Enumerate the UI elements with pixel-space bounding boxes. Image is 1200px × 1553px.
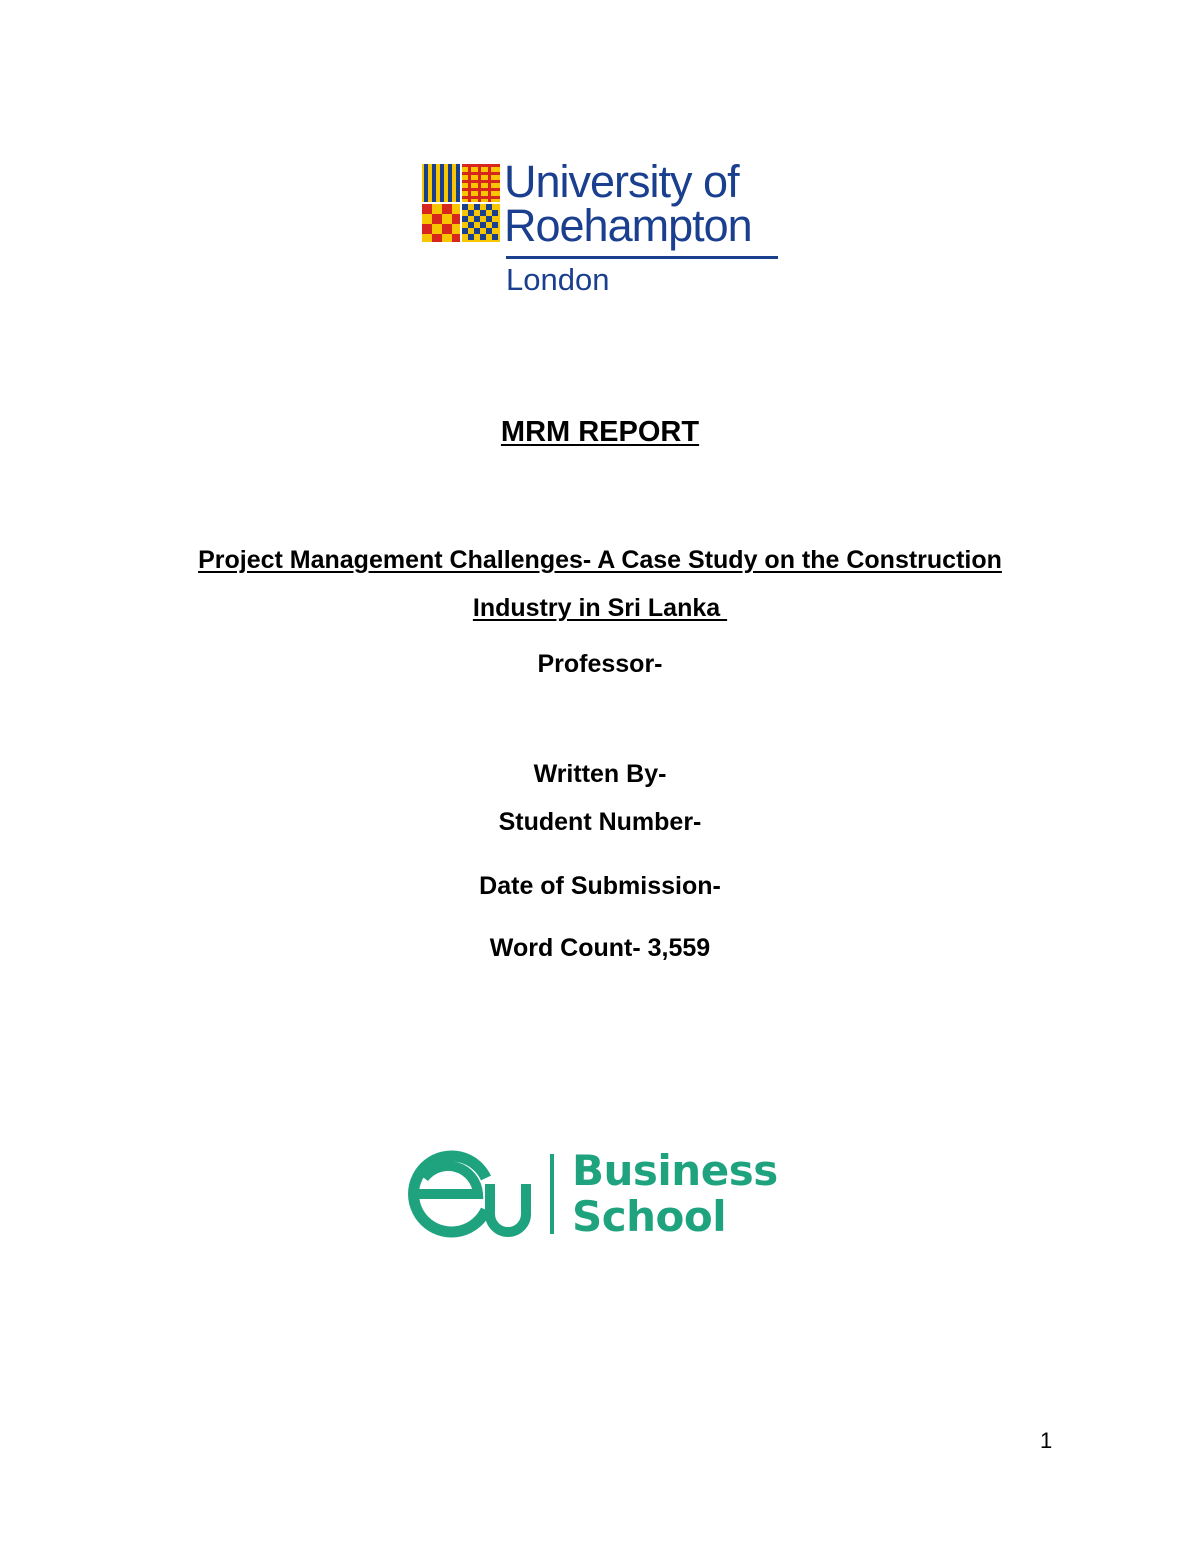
eu-logo-divider <box>550 1154 554 1234</box>
student-number-field: Student Number- <box>498 808 702 836</box>
eu-wordmark <box>572 1148 778 1240</box>
professor-field: Professor- <box>537 650 663 678</box>
university-of-roehampton-logo <box>422 156 782 300</box>
written-by-field: Written By- <box>533 760 667 788</box>
project-title <box>0 536 1200 632</box>
word-count-field: Word Count- 3,559 <box>489 934 711 962</box>
roehampton-wordmark-line2: Roehampton <box>504 200 752 251</box>
project-title-line2: Industry in Sri Lanka <box>472 594 728 622</box>
report-label: MRM REPORT <box>500 416 700 448</box>
roehampton-wordmark <box>504 156 752 251</box>
eu-business-school-logo <box>402 1148 802 1244</box>
eu-mark-icon <box>402 1148 536 1244</box>
project-title-line1: Project Management Challenges- A Case Study on the Construction <box>198 546 1002 574</box>
eu-wordmark-line2: School <box>572 1192 727 1241</box>
roehampton-rule <box>506 256 778 259</box>
roehampton-wordmark-line1: University of <box>504 156 739 207</box>
roehampton-crest-icon <box>422 164 500 242</box>
eu-wordmark-line1: Business <box>572 1146 778 1195</box>
roehampton-city: London <box>506 262 610 297</box>
date-of-submission-field: Date of Submission- <box>479 872 721 900</box>
page-number: 1 <box>1040 1428 1053 1453</box>
